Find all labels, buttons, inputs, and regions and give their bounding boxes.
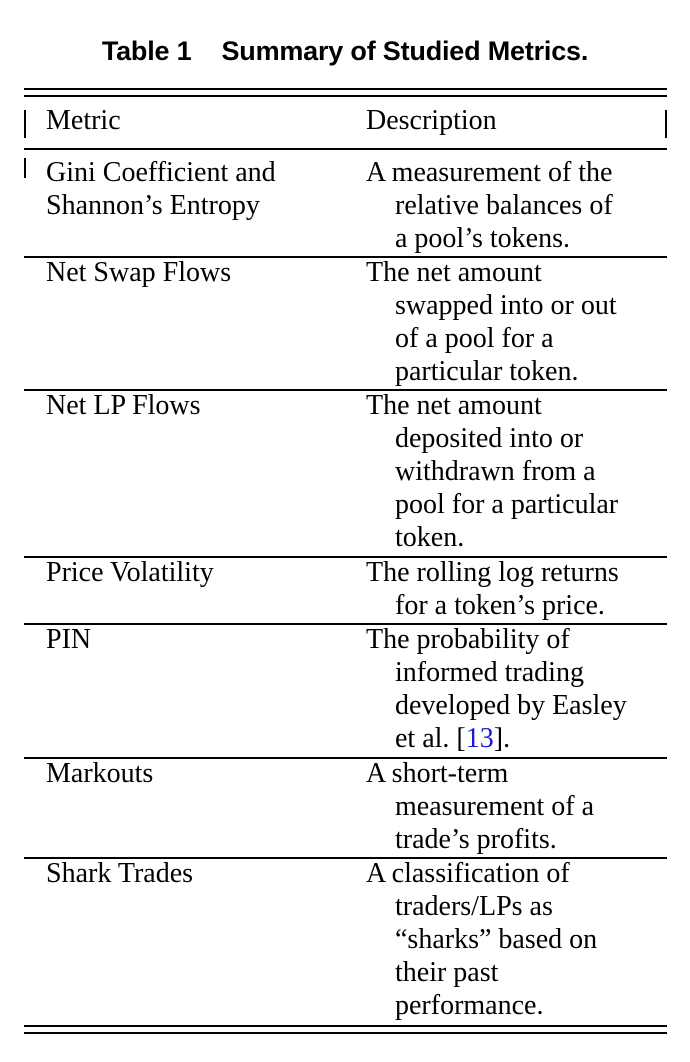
description-cell (366, 389, 661, 554)
citation-suffix: ]. (493, 723, 511, 754)
table-title: Summary of Studied Metrics. (221, 36, 589, 66)
description-text: The probability of (366, 624, 570, 655)
description-text: The rolling log returns (366, 557, 619, 588)
metric-cell (46, 857, 346, 890)
description-cell (366, 757, 661, 856)
description-text: A classification of (366, 858, 570, 889)
table-number: Table 1 (101, 36, 192, 66)
description-text: for a token’s price. (395, 590, 605, 621)
description-text: of a pool for a (395, 323, 554, 354)
description-text: A measurement of the (366, 157, 613, 188)
description-cell (366, 623, 661, 755)
body-left-border (24, 158, 26, 178)
top-rule-outer (24, 88, 667, 90)
metric-text: Gini Coefficient and (46, 157, 276, 188)
description-text: measurement of a (395, 791, 595, 822)
metric-cell (46, 389, 346, 422)
description-text: a pool’s tokens. (395, 223, 570, 254)
metric-text: Shark Trades (46, 858, 194, 889)
table-caption (0, 36, 690, 67)
metric-cell (46, 156, 346, 222)
header-rule (24, 148, 667, 150)
description-text: deposited into or (395, 423, 584, 454)
metric-text: Net LP Flows (46, 390, 201, 421)
metric-cell (46, 757, 346, 790)
top-rule-inner (24, 95, 667, 97)
description-text: particular token. (395, 356, 579, 387)
metric-cell (46, 556, 346, 589)
description-text: token. (395, 522, 465, 553)
metric-cell (46, 623, 346, 656)
description-text: The net amount (366, 257, 542, 288)
description-text: relative balances of (395, 190, 613, 221)
metric-text: Price Volatility (46, 557, 214, 588)
bottom-rule-outer (24, 1025, 667, 1027)
metric-text: Shannon’s Entropy (46, 190, 260, 221)
description-text: informed trading (395, 657, 584, 688)
description-text: withdrawn from a (395, 456, 596, 487)
description-text (366, 722, 661, 755)
description-text: their past (395, 957, 499, 988)
metric-text: Net Swap Flows (46, 257, 232, 288)
description-cell (366, 256, 661, 388)
description-text: swapped into or out (395, 290, 617, 321)
metric-text: PIN (46, 624, 92, 655)
description-text: A short-term (366, 758, 509, 789)
citation-link[interactable]: 13 (465, 723, 494, 754)
description-cell (366, 556, 661, 622)
description-text: developed by Easley (395, 690, 627, 721)
bottom-rule-inner (24, 1032, 667, 1034)
description-cell (366, 156, 661, 255)
description-text: performance. (395, 990, 544, 1021)
header-description: Description (366, 105, 497, 136)
description-text: “sharks” based on (395, 924, 598, 955)
metric-cell (46, 256, 346, 289)
citation-prefix: et al. [ (395, 723, 466, 754)
description-text: pool for a particular (395, 489, 619, 520)
table-header-row (24, 105, 667, 145)
description-cell (366, 857, 661, 1022)
header-metric: Metric (46, 105, 121, 136)
metric-text: Markouts (46, 758, 154, 789)
description-text: The net amount (366, 390, 542, 421)
description-text: trade’s profits. (395, 824, 557, 855)
description-text: traders/LPs as (395, 891, 553, 922)
